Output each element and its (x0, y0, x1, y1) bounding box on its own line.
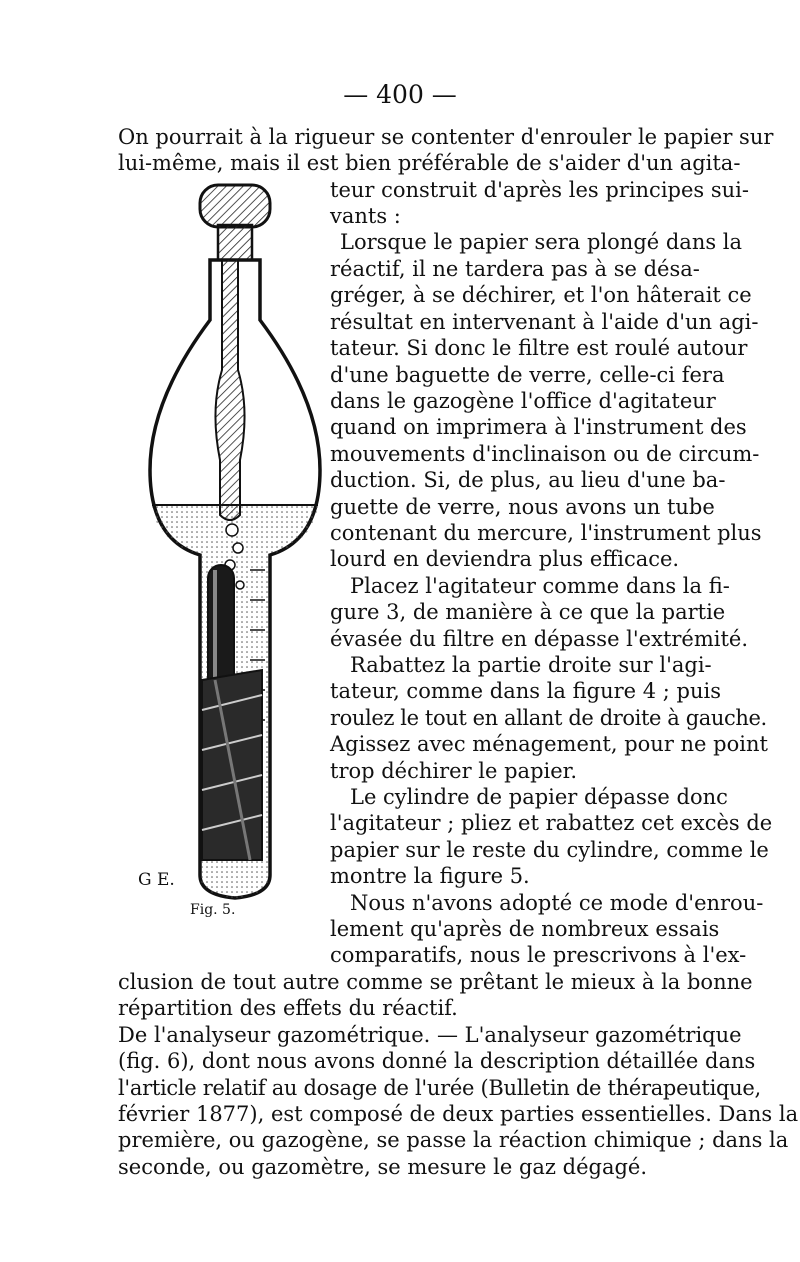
text-line: trop déchirer le papier. (330, 759, 578, 783)
text-line: Placez l'agitateur comme dans la fi- (350, 574, 730, 598)
text-line: guette de verre, nous avons un tube (330, 495, 715, 519)
text-line: gréger, à se déchirer, et l'on hâterait ce (330, 283, 752, 307)
text-line: duction. Si, de plus, au lieu d'une ba- (330, 468, 726, 492)
text-line: teur construit d'après les principes sui- (330, 178, 749, 202)
text-line: résultat en intervenant à l'aide d'un agi- (330, 310, 759, 334)
figure-signature: G E. (138, 870, 175, 890)
figure-caption: Fig. 5. (190, 902, 236, 918)
text-line: contenant du mercure, l'instrument plus (330, 521, 762, 545)
text-line: l'article relatif au dosage de l'urée (Bulletin de thérapeutique, (118, 1076, 761, 1100)
text-line: comparatifs, nous le prescrivons à l'ex- (330, 943, 747, 967)
text-line: lourd en deviendra plus efficace. (330, 547, 680, 571)
text-line: Nous n'avons adopté ce mode d'enrou- (350, 891, 764, 915)
text-line: évasée du filtre en dépasse l'extrémité. (330, 627, 749, 651)
text-line: montre la figure 5. (330, 864, 530, 888)
text-line: répartition des effets du réactif. (118, 996, 458, 1020)
text-line: On pourrait à la rigueur se contenter d'enrouler le papier sur (118, 125, 774, 149)
text-line: tateur, comme dans la figure 4 ; puis (330, 679, 721, 703)
text-line: Le cylindre de papier dépasse donc (350, 785, 728, 809)
text-line (330, 229, 743, 256)
text-line: papier sur le reste du cylindre, comme le (330, 838, 769, 862)
text-line: Agissez avec ménagement, pour ne point (330, 732, 768, 756)
text-line: lement qu'après de nombreux essais (330, 917, 720, 941)
text-span: Lorsque le papier sera plongé dans la (340, 230, 743, 254)
text-line: gure 3, de manière à ce que la partie (330, 600, 726, 624)
figure-5-illustration (140, 170, 340, 910)
text-line: réactif, il ne tardera pas à se désa- (330, 257, 700, 281)
text-line: roulez le tout en allant de droite à gauche. (330, 706, 767, 730)
text-line: clusion de tout autre comme se prêtant le mieux à la bonne (118, 970, 753, 994)
text-line: février 1877), est composé de deux parties essentielles. Dans la (118, 1102, 799, 1126)
text-line: Rabattez la partie droite sur l'agi- (350, 653, 712, 677)
page-number: — 400 — (343, 80, 457, 109)
text-line: vants : (330, 204, 401, 228)
text-line: lui-même, mais il est bien préférable de s'aider d'un agita- (118, 151, 741, 175)
section-heading-line: De l'analyseur gazométrique. — L'analyseur gazométrique (118, 1023, 742, 1047)
text-line: d'une baguette de verre, celle-ci fera (330, 363, 725, 387)
text-line: (fig. 6), dont nous avons donné la description détaillée dans (118, 1049, 756, 1073)
text-line: première, ou gazogène, se passe la réaction chimique ; dans la (118, 1128, 789, 1152)
text-line: seconde, ou gazomètre, se mesure le gaz dégagé. (118, 1155, 648, 1179)
text-line: mouvements d'inclinaison ou de circum- (330, 442, 760, 466)
text-line: dans le gazogène l'office d'agitateur (330, 389, 716, 413)
text-line: l'agitateur ; pliez et rabattez cet excès de (330, 811, 773, 835)
text-line: quand on imprimera à l'instrument des (330, 415, 747, 439)
text-line: tateur. Si donc le filtre est roulé autour (330, 336, 748, 360)
